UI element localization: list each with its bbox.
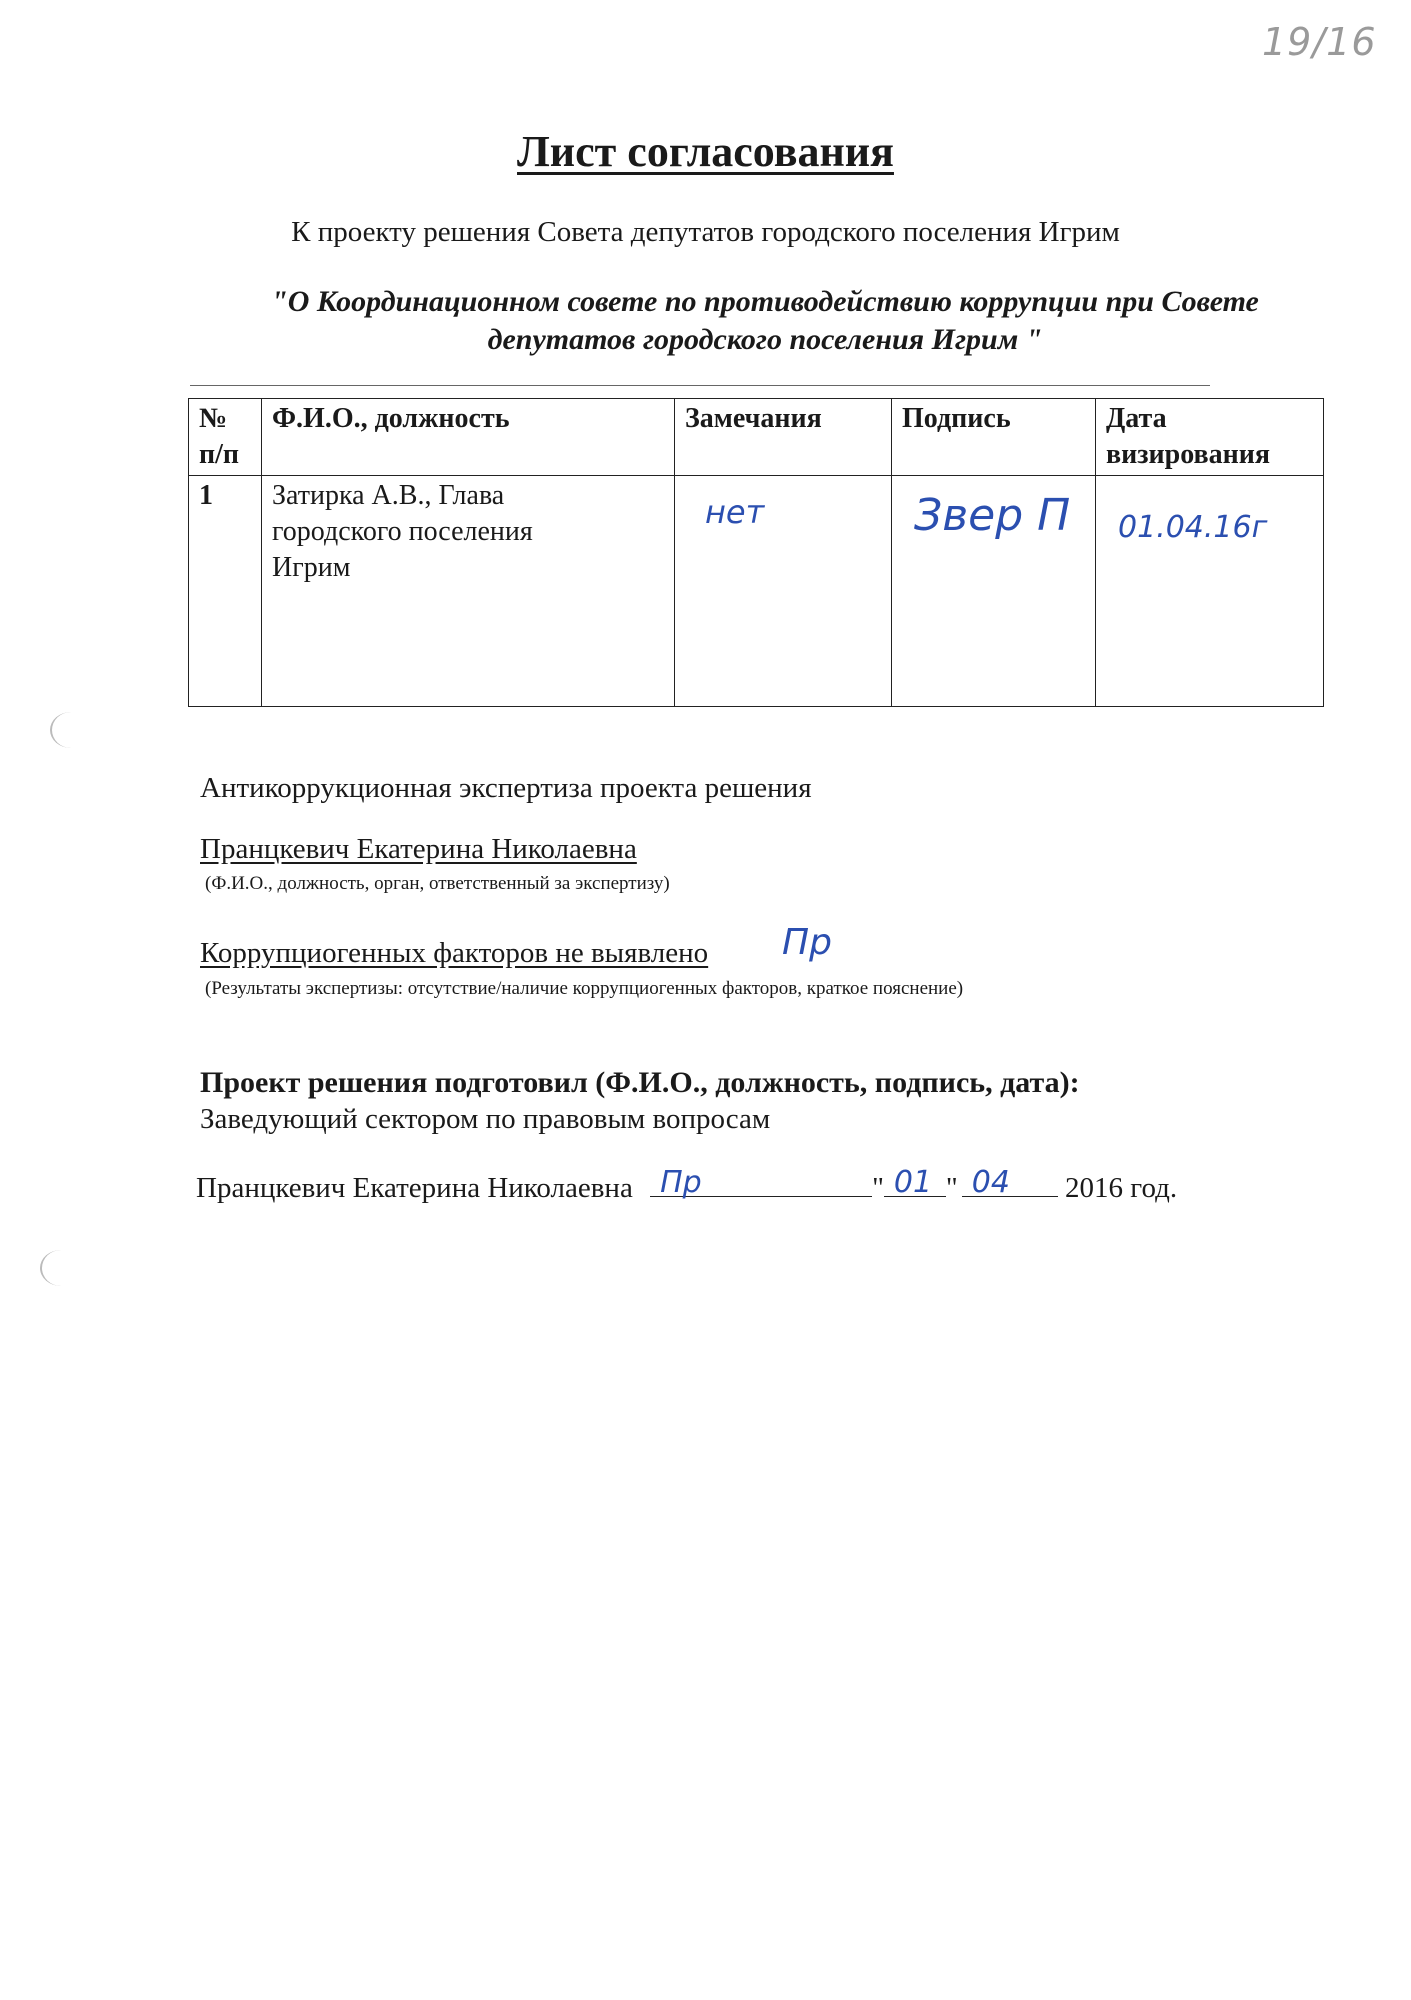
cell-signature [892, 476, 1096, 707]
prepared-heading: Проект решения подготовил (Ф.И.О., должность, подпись, дата): [200, 1066, 1080, 1099]
project-title [190, 283, 1340, 359]
date-handwritten: 01.04.16г [1118, 510, 1268, 545]
header-num-line-1: № [199, 403, 228, 434]
year-text: 2016 год. [1065, 1172, 1178, 1204]
header-name: Ф.И.О., должность [262, 399, 675, 476]
table-header-row [189, 399, 1324, 476]
day-handwritten: 01 [893, 1165, 933, 1200]
expertise-heading: Антикоррукционная экспертиза проекта решения [200, 772, 812, 804]
header-date-line-2: визирования [1106, 439, 1271, 470]
day-blank [884, 1165, 946, 1200]
prepared-name: Пранцкевич Екатерина Николаевна [196, 1172, 633, 1204]
project-title-line-1: "О Координационном совете по противодействию коррупции при Совете [271, 285, 1259, 318]
cell-name-line-1: Затирка А.В., Глава [272, 480, 505, 511]
approval-table [188, 398, 1324, 707]
punch-hole-mark [40, 1250, 82, 1286]
header-signature: Подпись [892, 399, 1096, 476]
cell-name-line-2: городского поселения [272, 516, 533, 547]
header-num [189, 399, 262, 476]
cell-name [262, 476, 675, 707]
page-title-text: Лист согласования [517, 127, 894, 176]
result-caption: (Результаты экспертизы: отсутствие/наличие коррупциогенных факторов, краткое пояснение) [205, 978, 964, 999]
page-title [0, 126, 1411, 177]
header-num-line-2: п/п [199, 439, 240, 470]
header-date [1096, 399, 1324, 476]
expert-name: Пранцкевич Екатерина Николаевна [200, 833, 637, 865]
punch-hole-mark [50, 712, 92, 748]
cell-name-line-3: Игрим [272, 552, 351, 583]
cell-date [1096, 476, 1324, 707]
header-date-line-1: Дата [1106, 403, 1167, 434]
signature-handwritten: Звер П [914, 490, 1071, 541]
expert-caption: (Ф.И.О., должность, орган, ответственный за экспертизу) [205, 873, 670, 894]
prepared-signature-line: Пранцкевич Екатерина Николаевна Пр " 01 " 04 2016 год. [196, 1165, 1178, 1204]
remarks-handwritten: нет [705, 493, 765, 531]
table-row [189, 476, 1324, 707]
header-remarks: Замечания [675, 399, 892, 476]
month-blank [962, 1165, 1058, 1200]
expert-signature-handwritten: Пр [782, 922, 832, 963]
divider [190, 385, 1210, 386]
cell-num: 1 [189, 476, 262, 707]
prepared-position: Заведующий сектором по правовым вопросам [200, 1103, 771, 1135]
expertise-result: Коррупциогенных факторов не выявлено [200, 937, 709, 969]
cell-remarks [675, 476, 892, 707]
subtitle: К проекту решения Совета депутатов городского поселения Игрим [291, 216, 1120, 248]
month-handwritten: 04 [971, 1165, 1010, 1200]
signature-blank [650, 1165, 872, 1200]
prepared-signature-handwritten: Пр [660, 1165, 702, 1200]
page-number-handwritten: 19/16 [1262, 20, 1377, 64]
project-title-line-2: депутатов городского поселения Игрим " [487, 323, 1043, 356]
